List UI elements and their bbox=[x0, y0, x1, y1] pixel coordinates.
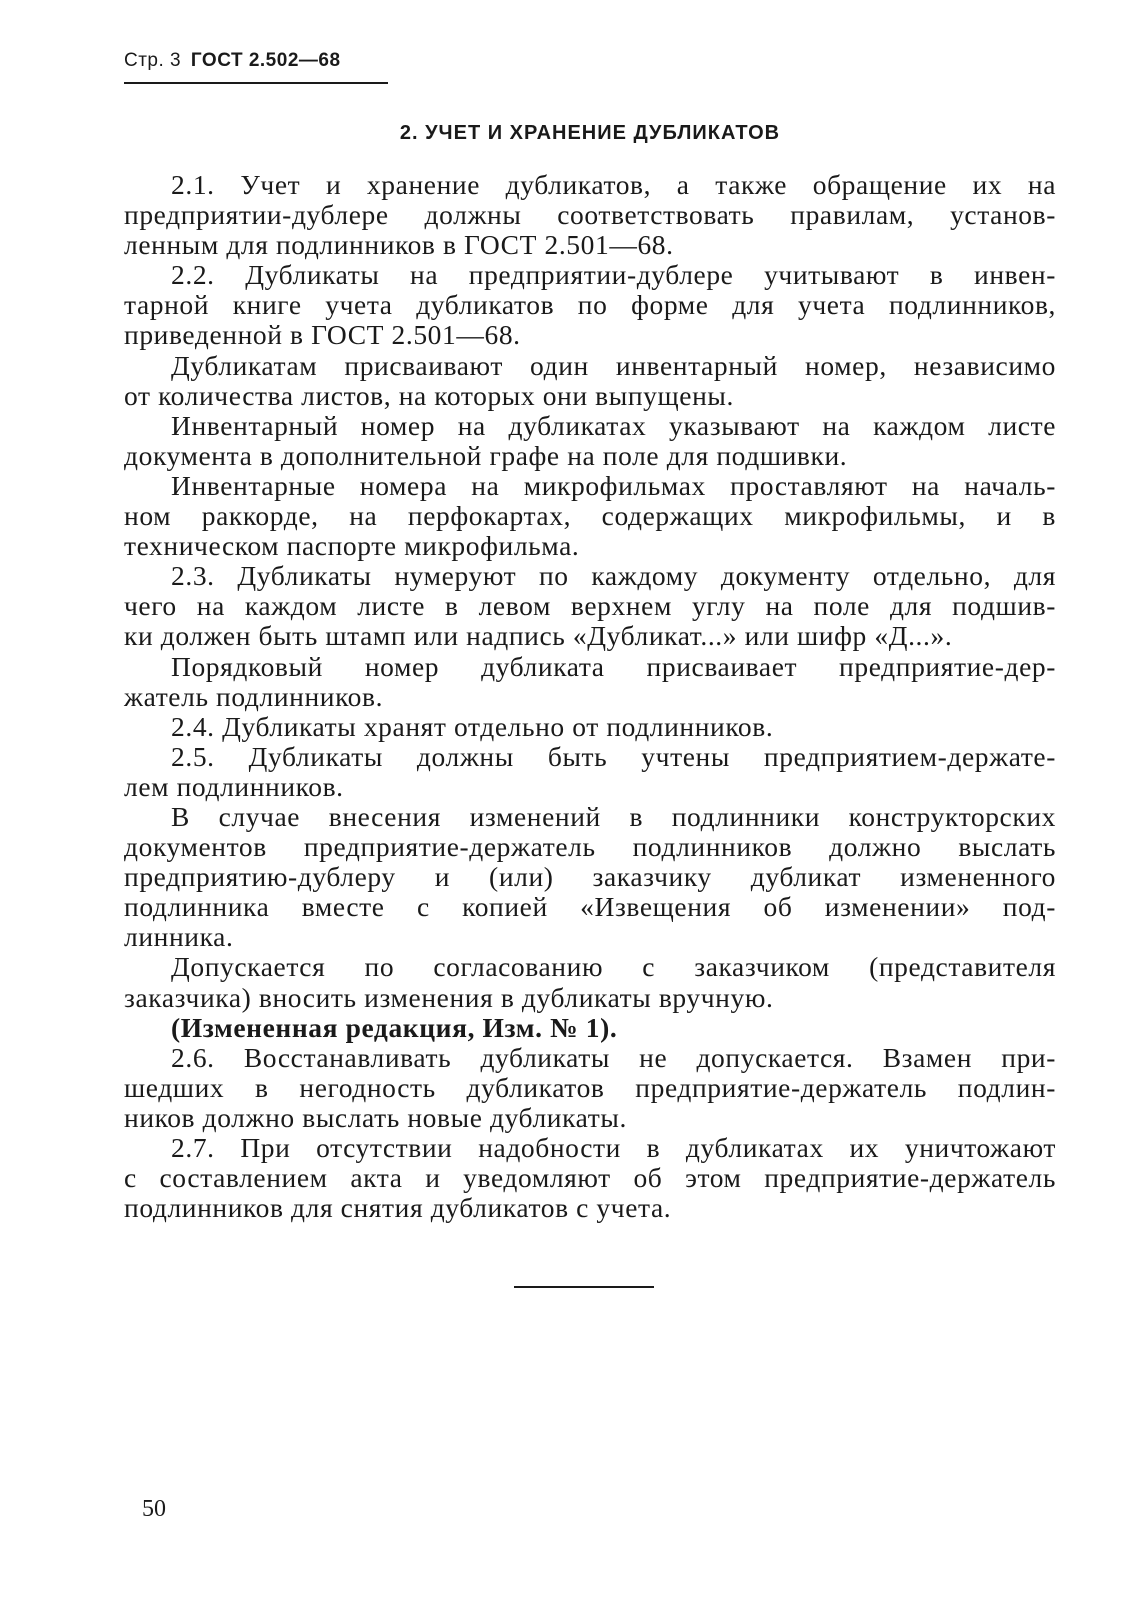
text-line: Допускается по согласованию с заказчиком (представителя bbox=[171, 951, 1056, 983]
paragraph bbox=[124, 351, 1056, 411]
paragraph bbox=[124, 712, 1056, 742]
text-line: тарной книге учета дубликатов по форме для учета подлинников, bbox=[124, 289, 1056, 321]
text-line: 2.6. Восстанавливать дубликаты не допускается. Взамен при- bbox=[171, 1041, 1056, 1073]
paragraph bbox=[124, 652, 1056, 712]
text-line: документа в дополнительной графе на поле для подшивки. bbox=[124, 439, 848, 471]
paragraph bbox=[124, 802, 1056, 952]
text-line: жатель подлинников. bbox=[124, 680, 384, 712]
paragraph bbox=[124, 471, 1056, 561]
text-line: подлинника вместе с копией «Извещения об изменении» под- bbox=[124, 891, 1056, 923]
text-line: 2.5. Дубликаты должны быть учтены предприятием-держате- bbox=[171, 740, 1056, 772]
text-line: ном раккорде, на перфокартах, содержащих микрофильмы, и в bbox=[124, 500, 1056, 532]
paragraph bbox=[124, 561, 1056, 651]
paragraph bbox=[124, 170, 1056, 260]
running-head bbox=[124, 50, 341, 72]
text-line: подлинников для снятия дубликатов с учета. bbox=[124, 1192, 672, 1224]
paragraph bbox=[124, 952, 1056, 1012]
text-line: техническом паспорте микрофильма. bbox=[124, 530, 580, 562]
text-line: Порядковый номер дубликата присваивает предприятие-дер- bbox=[171, 650, 1056, 682]
text-line: ников должно выслать новые дубликаты. bbox=[124, 1101, 627, 1133]
text-line: чего на каждом листе в левом верхнем углу на поле для подшив- bbox=[124, 590, 1056, 622]
text-line: (Измененная редакция, Изм. № 1). bbox=[171, 1011, 618, 1043]
text-line: 2.4. Дубликаты хранят отдельно от подлинников. bbox=[171, 710, 774, 742]
page-label: Стр. 3 bbox=[124, 50, 182, 71]
text-line: предприятию-дублеру и (или) заказчику дубликат измененного bbox=[124, 861, 1056, 893]
document-body bbox=[124, 170, 1056, 1223]
text-line: 2.2. Дубликаты на предприятии-дублере учитывают в инвен- bbox=[171, 259, 1056, 291]
text-line: лем подлинников. bbox=[124, 770, 344, 802]
text-line: линника. bbox=[124, 921, 234, 953]
text-line: 2.1. Учет и хранение дубликатов, а также обращение их на bbox=[171, 169, 1056, 200]
text-line: приведенной в ГОСТ 2.501—68. bbox=[124, 319, 521, 351]
text-line: с составлением акта и уведомляют об этом предприятие-держатель bbox=[124, 1162, 1056, 1194]
paragraph bbox=[124, 1013, 1056, 1043]
text-line: предприятии-дублере должны соответствовать правилам, установ- bbox=[124, 199, 1056, 231]
paragraph bbox=[124, 260, 1056, 350]
text-line: В случае внесения изменений в подлинники конструкторских bbox=[171, 800, 1056, 832]
paragraph bbox=[124, 1133, 1056, 1223]
page-number: 50 bbox=[142, 1496, 166, 1522]
text-line: ки должен быть штамп или надпись «Дубликат...» или шифр «Д...». bbox=[124, 620, 953, 652]
text-line: 2.7. При отсутствии надобности в дубликатах их уничтожают bbox=[171, 1132, 1056, 1163]
text-line: заказчика) вносить изменения в дубликаты вручную. bbox=[124, 981, 774, 1013]
text-line: документов предприятие-держатель подлинников должно выслать bbox=[124, 831, 1056, 863]
header-rule bbox=[124, 82, 388, 84]
text-line: Дубликатам присваивают один инвентарный номер, независимо bbox=[171, 349, 1056, 381]
standard-designation: ГОСТ 2.502—68 bbox=[190, 50, 341, 71]
paragraph bbox=[124, 742, 1056, 802]
text-line: Инвентарные номера на микрофильмах проставляют на началь- bbox=[171, 469, 1056, 501]
end-rule bbox=[514, 1286, 654, 1288]
text-line: Инвентарный номер на дубликатах указывают на каждом листе bbox=[171, 409, 1056, 441]
paragraph bbox=[124, 411, 1056, 471]
text-line: 2.3. Дубликаты нумеруют по каждому документу отдельно, для bbox=[171, 560, 1056, 592]
paragraph bbox=[124, 1043, 1056, 1133]
text-line: ленным для подлинников в ГОСТ 2.501—68. bbox=[124, 229, 674, 261]
text-line: шедших в негодность дубликатов предприятие-держатель подлин- bbox=[124, 1071, 1056, 1103]
text-line: от количества листов, на которых они выпущены. bbox=[124, 379, 734, 411]
section-title: 2. УЧЕТ И ХРАНЕНИЕ ДУБЛИКАТОВ bbox=[399, 122, 781, 144]
